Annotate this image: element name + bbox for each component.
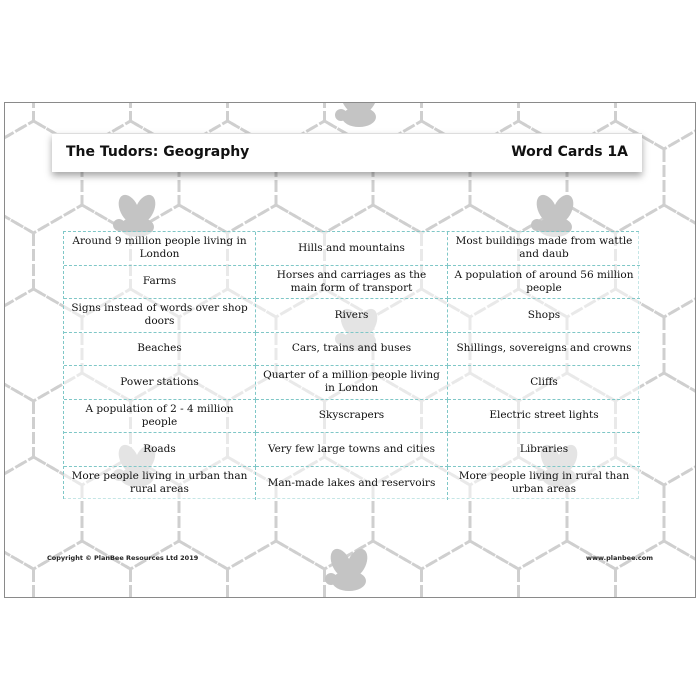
word-card-grid: [63, 231, 639, 499]
word-card: Farms: [64, 266, 256, 300]
word-card: More people living in urban than rural areas: [64, 467, 256, 501]
word-card: Quarter of a million people living in London: [256, 366, 448, 400]
hexagon-outline: [5, 205, 34, 317]
word-card: Hills and mountains: [256, 232, 448, 266]
bee-icon: [335, 103, 381, 127]
word-card: More people living in rural than urban areas: [448, 467, 640, 501]
word-card: A population of 2 - 4 million people: [64, 400, 256, 434]
hexagon-outline: [664, 121, 696, 233]
hexagon-outline: [228, 541, 325, 598]
word-card: Very few large towns and cities: [256, 433, 448, 467]
word-card: Man-made lakes and reservoirs: [256, 467, 448, 501]
word-card: Most buildings made from wattle and daub: [448, 232, 640, 266]
title-banner: [52, 133, 642, 172]
word-card: Shillings, sovereigns and crowns: [448, 333, 640, 367]
word-card: Shops: [448, 299, 640, 333]
hexagon-outline: [5, 541, 34, 598]
word-card: A population of around 56 million people: [448, 266, 640, 300]
card-set-label: Word Cards 1A: [511, 144, 628, 160]
word-card: Skyscrapers: [256, 400, 448, 434]
word-card: Horses and carriages as the main form of transport: [256, 266, 448, 300]
hexagon-outline: [5, 373, 34, 485]
copyright-notice: Copyright © PlanBee Resources Ltd 2019: [47, 554, 199, 562]
hexagon-outline: [519, 541, 616, 598]
hexagon-outline: [131, 541, 228, 598]
hexagon-outline: [34, 541, 131, 598]
hexagon-outline: [616, 541, 697, 598]
word-card: Cars, trains and buses: [256, 333, 448, 367]
hexagon-outline: [664, 457, 696, 569]
worksheet-title: The Tudors: Geography: [66, 144, 250, 160]
word-card: Beaches: [64, 333, 256, 367]
word-card: Cliffs: [448, 366, 640, 400]
word-card: Electric street lights: [448, 400, 640, 434]
word-card: Rivers: [256, 299, 448, 333]
word-card: Around 9 million people living in London: [64, 232, 256, 266]
hexagon-outline: [422, 541, 519, 598]
worksheet-page: [4, 102, 696, 598]
hexagon-outline: [664, 289, 696, 401]
hexagon-outline: [5, 103, 34, 149]
word-card: Power stations: [64, 366, 256, 400]
word-card: Signs instead of words over shop doors: [64, 299, 256, 333]
word-card: Roads: [64, 433, 256, 467]
website-url: www.planbee.com: [586, 554, 653, 562]
bee-icon: [325, 546, 371, 591]
word-card: Libraries: [448, 433, 640, 467]
